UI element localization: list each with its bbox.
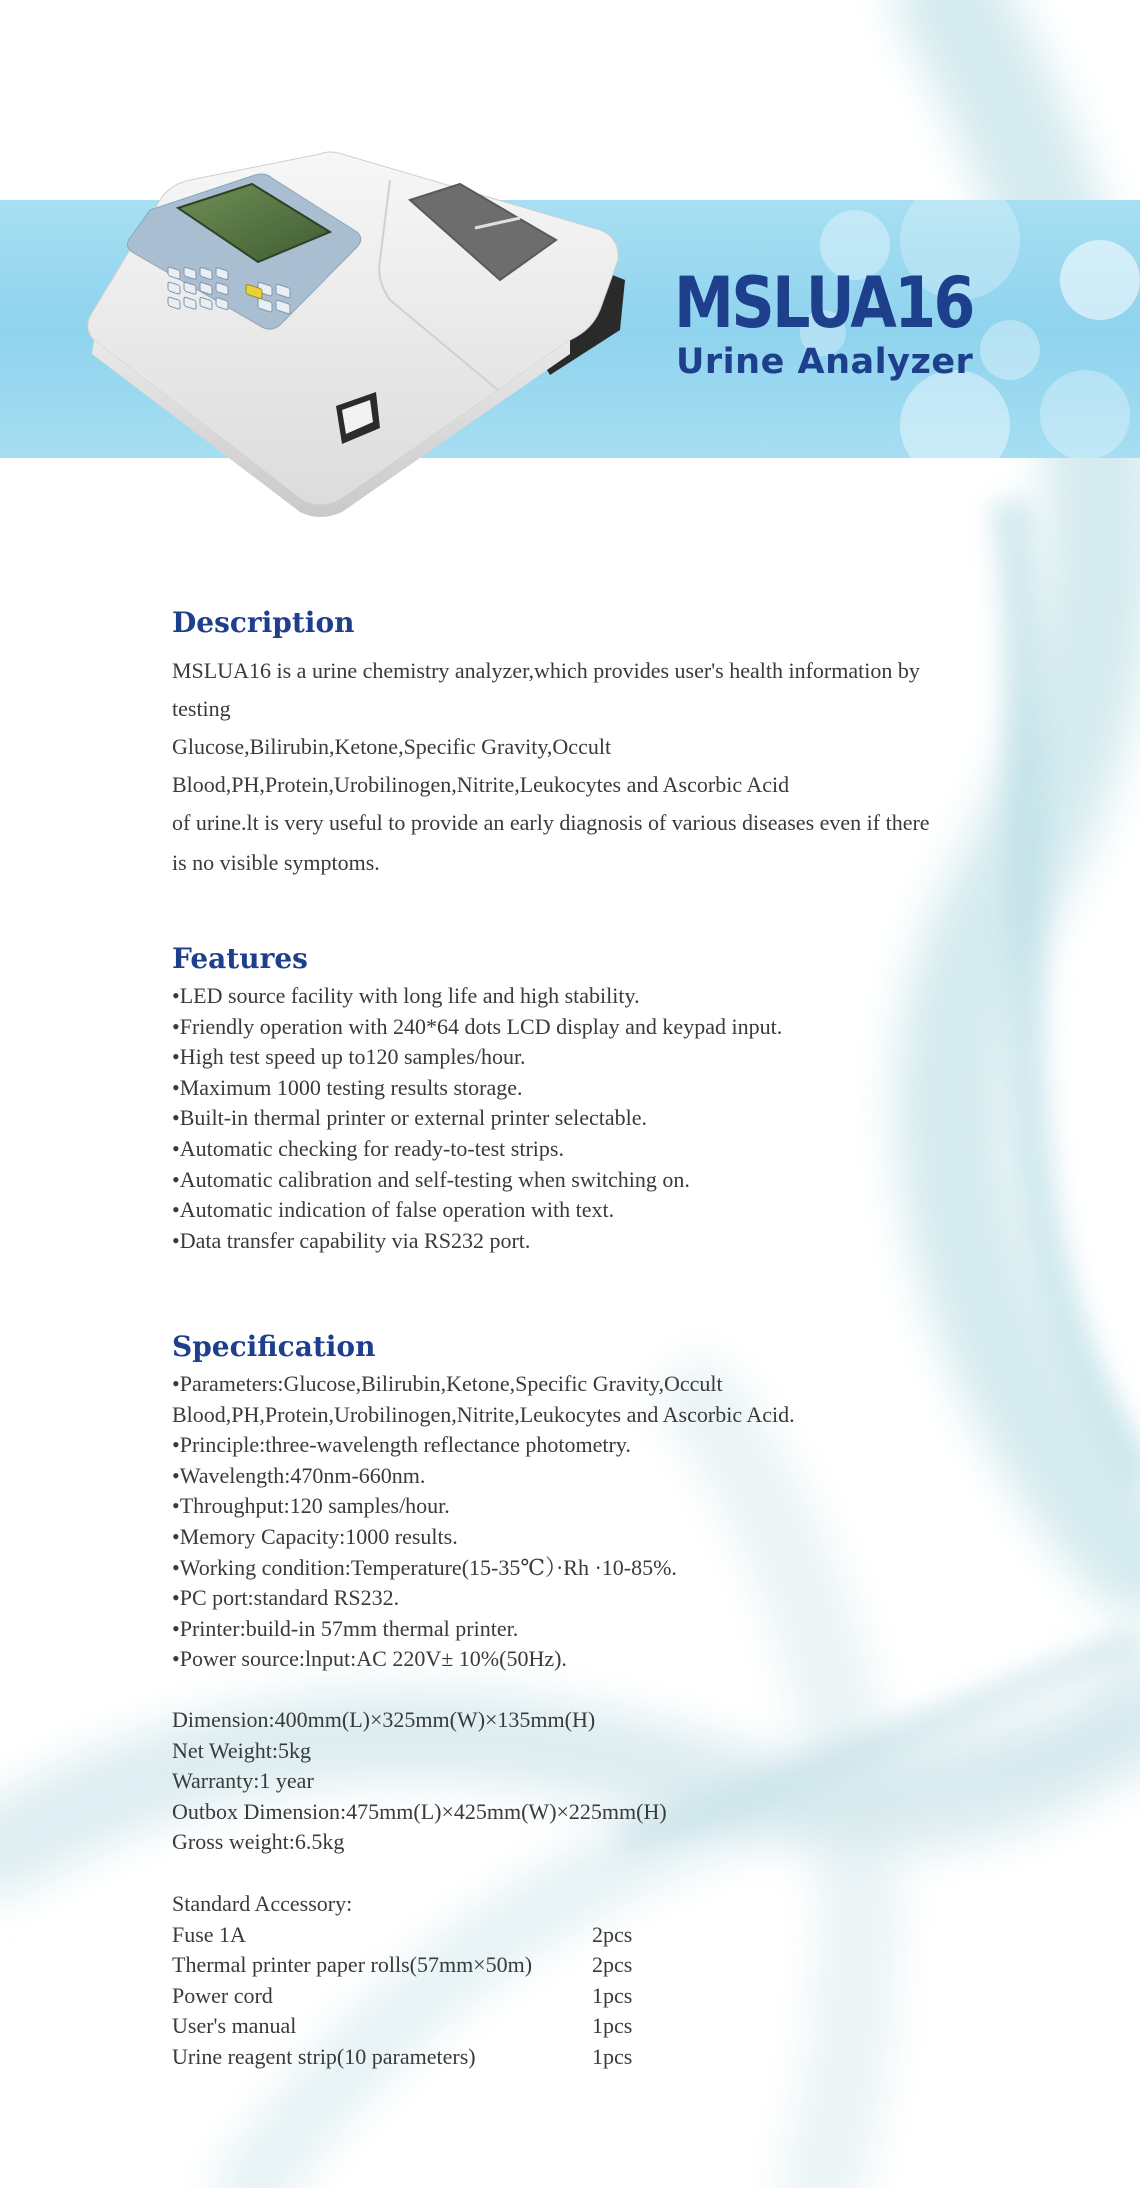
features-heading: Features [172, 942, 308, 975]
description-line: Glucose,Bilirubin,Ketone,Specific Gravity,Occult [172, 734, 612, 759]
specification-heading: Specification [172, 1330, 376, 1363]
feature-item: •Friendly operation with 240*64 dots LCD display and keypad input. [172, 1013, 783, 1039]
feature-item: •Built-in thermal printer or external printer selectable. [172, 1105, 648, 1131]
dimension-text: Dimension:400mm(L)×325mm(W)×135mm(H) [172, 1707, 596, 1732]
accessory-item: Power cord [172, 1982, 273, 2008]
description-heading: Description [172, 606, 355, 639]
accessory-item: Thermal printer paper rolls(57mm×50m) [172, 1952, 533, 1978]
description-line: testing [172, 696, 231, 721]
urine-analyzer-device-image [80, 140, 640, 520]
spec-item: •Power source:lnput:AC 220V± 10%(50Hz). [172, 1646, 567, 1672]
accessory-row [172, 1920, 632, 1951]
features-list [172, 981, 782, 1256]
spec-item: •PC port:standard RS232. [172, 1585, 400, 1611]
accessory-item: User's manual [172, 2013, 297, 2039]
accessory-row [172, 1981, 632, 2012]
accessory-qty: 2pcs [592, 1921, 633, 1947]
feature-item: •Automatic calibration and self-testing when switching on. [172, 1166, 690, 1192]
description-line: of urine.lt is very useful to provide an early diagnosis of various diseases even if there [172, 810, 930, 835]
accessory-qty: 2pcs [592, 1952, 633, 1978]
physical-specs [172, 1705, 667, 1858]
accessory-qty: 1pcs [592, 1982, 633, 2008]
spec-item: Blood,PH,Protein,Urobilinogen,Nitrite,Leukocytes and Ascorbic Acid. [172, 1401, 795, 1427]
specification-list [172, 1369, 795, 1675]
accessory-title-text: Standard Accessory: [172, 1891, 353, 1916]
product-model-title: MSLUA16 [674, 262, 973, 344]
accessory-title [172, 1889, 632, 1920]
accessory-row [172, 1950, 632, 1981]
description-line: Blood,PH,Protein,Urobilinogen,Nitrite,Leukocytes and Ascorbic Acid [172, 772, 790, 797]
outbox-dimension-text: Outbox Dimension:475mm(L)×425mm(W)×225mm(H) [172, 1798, 667, 1824]
feature-item: •Maximum 1000 testing results storage. [172, 1074, 523, 1100]
description-paragraph [172, 651, 930, 883]
net-weight-text: Net Weight:5kg [172, 1737, 311, 1763]
gross-weight-text: Gross weight:6.5kg [172, 1829, 345, 1855]
spec-item: •Principle:three-wavelength reflectance photometry. [172, 1432, 631, 1458]
feature-item: •High test speed up to120 samples/hour. [172, 1044, 526, 1070]
feature-item: •LED source facility with long life and high stability. [172, 983, 640, 1008]
accessory-item: Urine reagent strip(10 parameters) [172, 2043, 476, 2069]
spec-item: •Wavelength:470nm-660nm. [172, 1462, 426, 1488]
feature-item: •Automatic indication of false operation with text. [172, 1197, 615, 1223]
accessory-qty: 1pcs [592, 2043, 633, 2069]
accessory-row [172, 2042, 632, 2073]
warranty-text: Warranty:1 year [172, 1768, 314, 1794]
feature-item: •Data transfer capability via RS232 port. [172, 1227, 531, 1253]
feature-item: •Automatic checking for ready-to-test strips. [172, 1135, 564, 1161]
accessory-item: Fuse 1A [172, 1921, 246, 1947]
accessory-section [172, 1889, 632, 2073]
bubble-decoration [1040, 370, 1130, 458]
spec-item: •Printer:build-in 57mm thermal printer. [172, 1615, 519, 1641]
product-subtitle: Urine Analyzer [676, 342, 974, 382]
description-line: MSLUA16 is a urine chemistry analyzer,which provides user's health information by [172, 658, 920, 683]
spec-item: •Throughput:120 samples/hour. [172, 1493, 450, 1519]
bubble-decoration [980, 320, 1040, 380]
accessory-row [172, 2011, 632, 2042]
accessory-qty: 1pcs [592, 2013, 633, 2039]
bubble-decoration [1060, 240, 1140, 320]
description-line: is no visible symptoms. [172, 850, 380, 875]
spec-item: •Memory Capacity:1000 results. [172, 1523, 458, 1549]
bubble-decoration [900, 370, 1010, 458]
spec-item: •Working condition:Temperature(15-35℃）·Rh ·10-85%. [172, 1554, 677, 1580]
spec-item: •Parameters:Glucose,Bilirubin,Ketone,Specific Gravity,Occult [172, 1371, 723, 1396]
